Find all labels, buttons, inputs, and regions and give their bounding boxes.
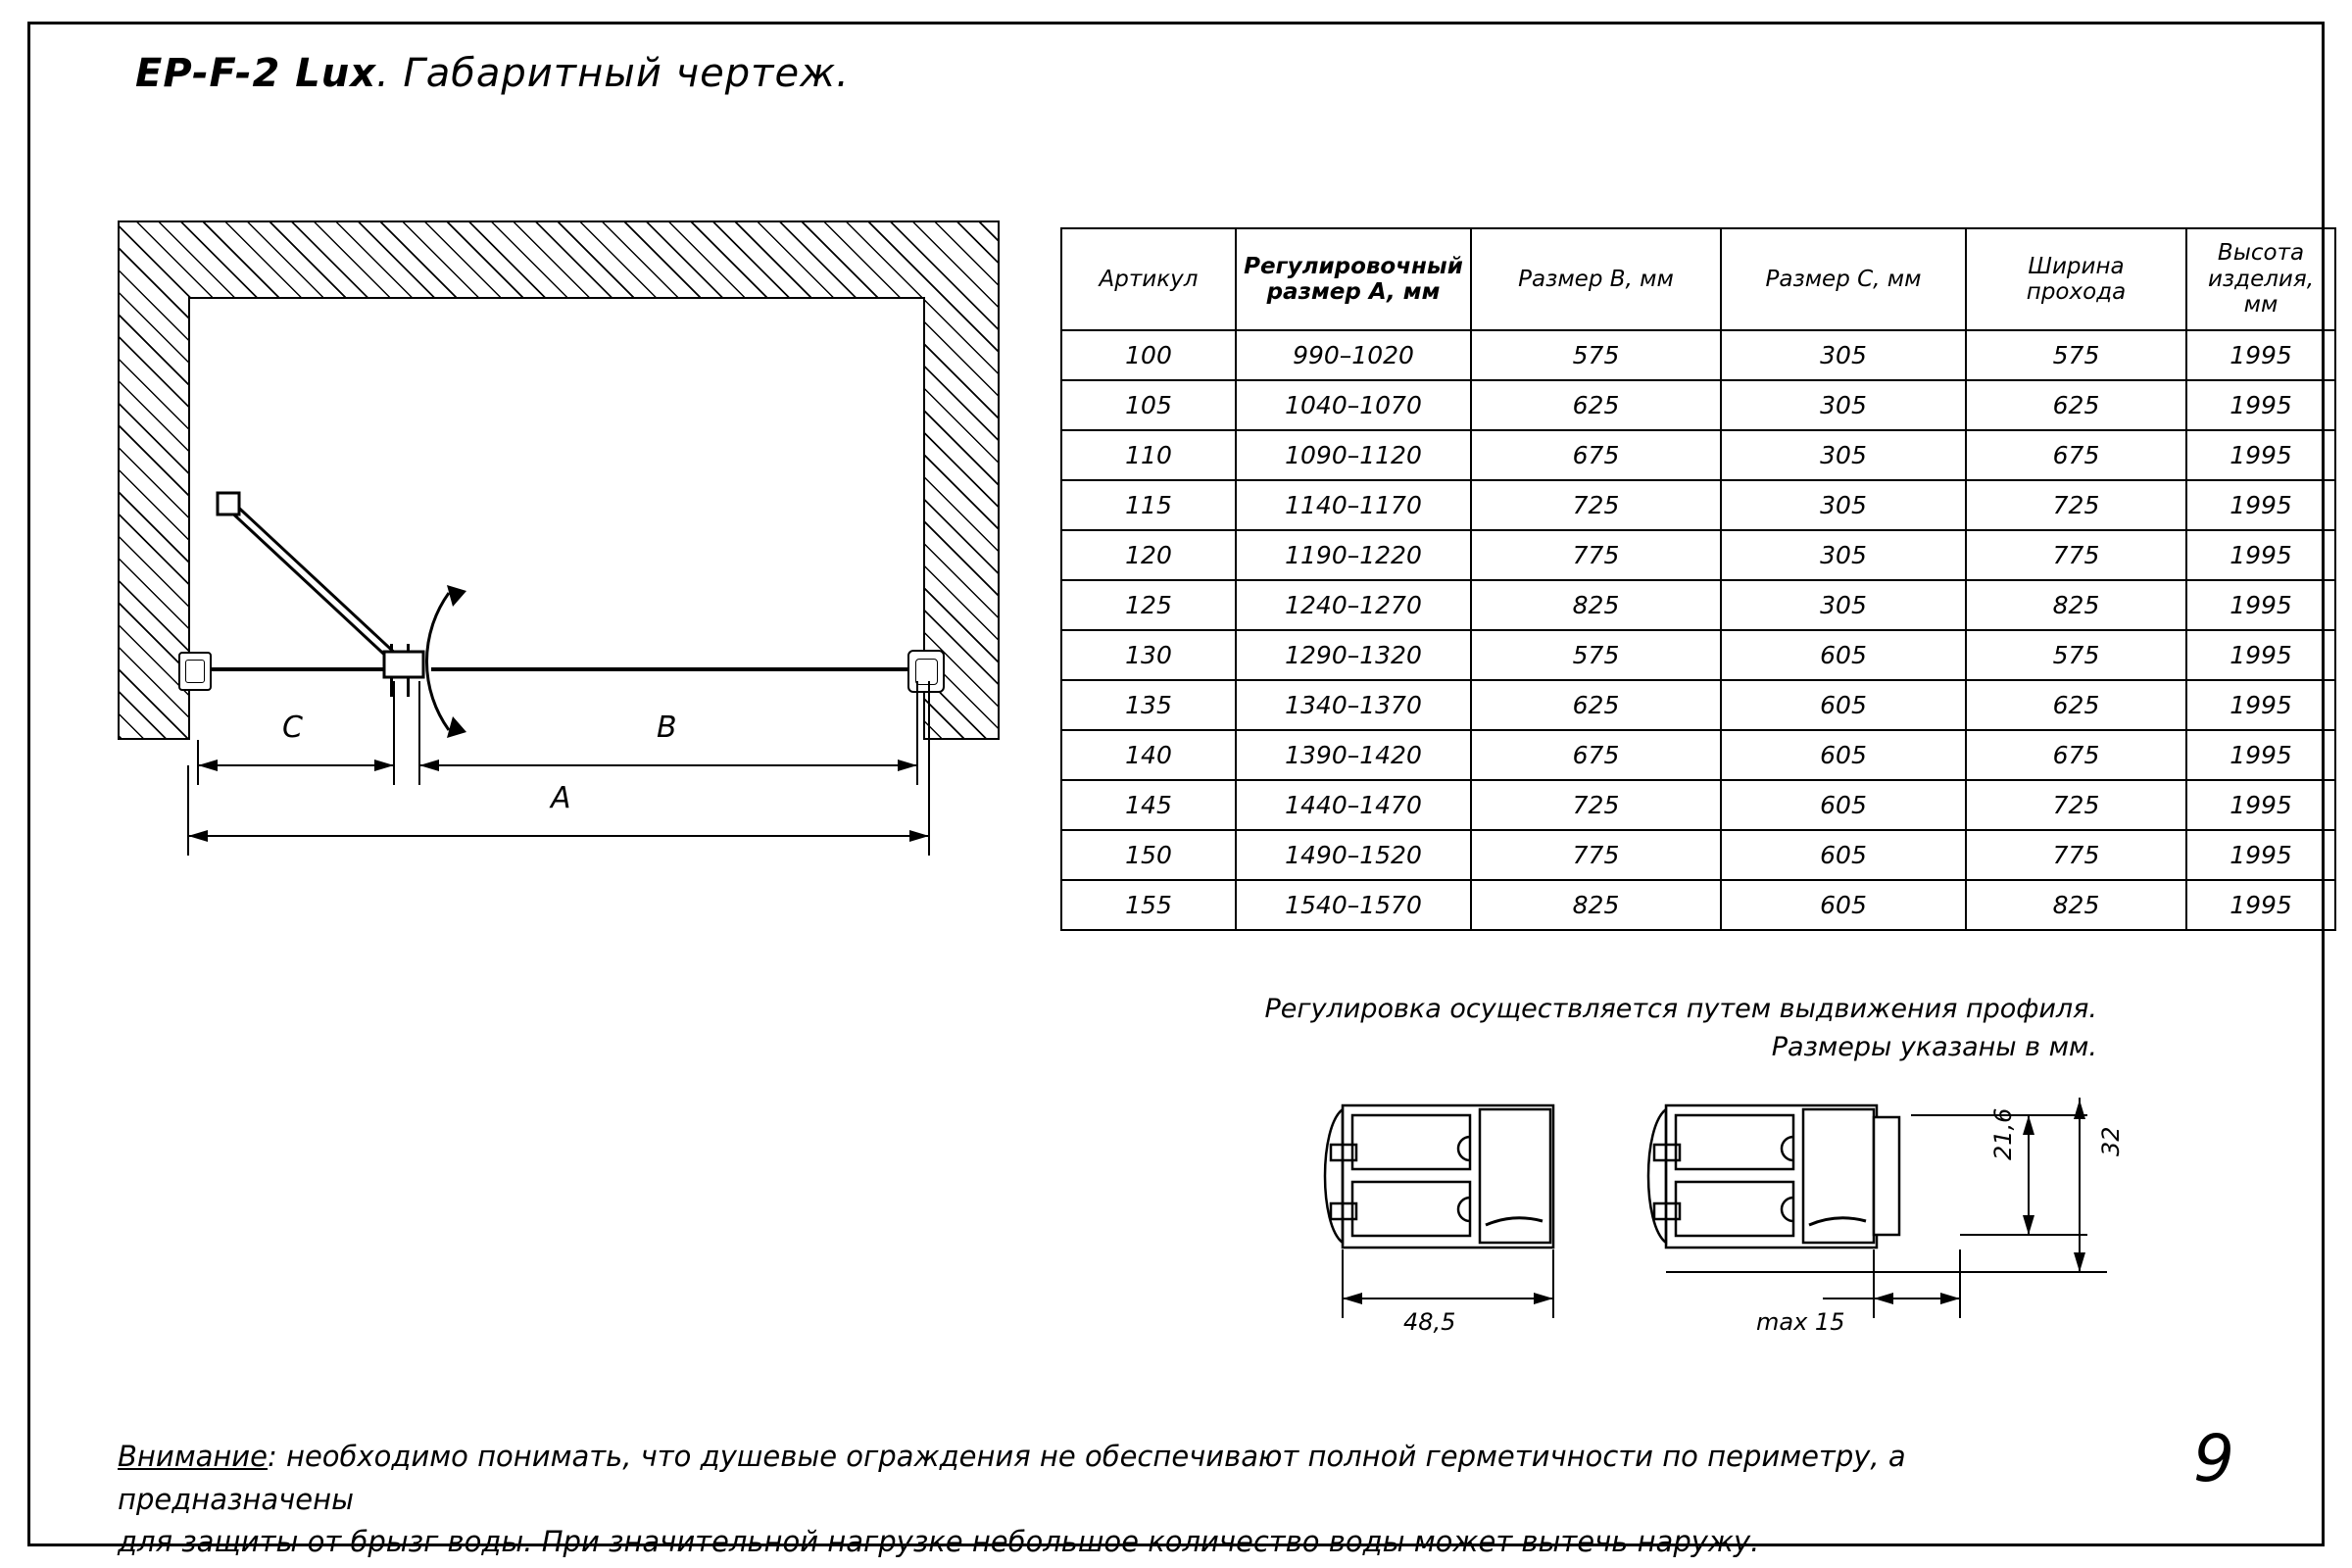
col-header-passage-width	[1966, 228, 2186, 330]
cell-article: 125	[1061, 580, 1236, 630]
cell-size-b: 775	[1471, 530, 1721, 580]
cell-passage-width: 575	[1966, 330, 2186, 380]
cell-size-b: 825	[1471, 880, 1721, 930]
cell-height: 1995	[2186, 780, 2335, 830]
adjustment-note-line1: Регулировка осуществляется путем выдвижения профиля.	[1264, 994, 2097, 1024]
col-header-size-a	[1236, 228, 1471, 330]
profile-section-svg	[1313, 1088, 2176, 1411]
cell-article: 145	[1061, 780, 1236, 830]
cell-height: 1995	[2186, 480, 2335, 530]
cell-size-c: 605	[1721, 830, 1966, 880]
table-row	[1061, 530, 2335, 580]
cell-size-b: 825	[1471, 580, 1721, 630]
cell-size-c: 605	[1721, 630, 1966, 680]
cell-size-c: 605	[1721, 780, 1966, 830]
cell-size-c: 305	[1721, 480, 1966, 530]
cell-size-b: 575	[1471, 330, 1721, 380]
dim-label-a: A	[551, 781, 571, 815]
title-caption: . Габаритный чертеж.	[376, 51, 850, 96]
cell-article: 105	[1061, 380, 1236, 430]
table-row	[1061, 830, 2335, 880]
table-body	[1061, 330, 2335, 930]
cell-size-b: 775	[1471, 830, 1721, 880]
col-header-size-a-line2: размер A, мм	[1266, 279, 1441, 305]
table-row	[1061, 330, 2335, 380]
cell-article: 135	[1061, 680, 1236, 730]
cell-height: 1995	[2186, 580, 2335, 630]
cell-size-c: 605	[1721, 880, 1966, 930]
cell-size-a: 1340–1370	[1236, 680, 1471, 730]
cell-passage-width: 725	[1966, 780, 2186, 830]
col-header-size-a-line1: Регулировочный	[1244, 253, 1463, 279]
cell-size-a: 990–1020	[1236, 330, 1471, 380]
profile-sections	[1313, 1088, 2176, 1411]
cell-height: 1995	[2186, 330, 2335, 380]
profile-dim-485: 48,5	[1403, 1308, 1456, 1336]
cell-size-b: 575	[1471, 630, 1721, 680]
profile-dim-216: 21,6	[1989, 1107, 2017, 1160]
table-row	[1061, 380, 2335, 430]
adjustment-note-line2: Размеры указаны в мм.	[1771, 1032, 2097, 1063]
cell-size-a: 1040–1070	[1236, 380, 1471, 430]
table-row	[1061, 580, 2335, 630]
cell-article: 120	[1061, 530, 1236, 580]
cell-passage-width: 625	[1966, 680, 2186, 730]
page-title	[135, 51, 850, 96]
cell-height: 1995	[2186, 680, 2335, 730]
cell-size-b: 625	[1471, 380, 1721, 430]
cell-article: 110	[1061, 430, 1236, 480]
cell-passage-width: 825	[1966, 580, 2186, 630]
adjustment-note	[1215, 990, 2097, 1066]
sizes-table	[1060, 227, 2336, 931]
dim-label-b: B	[657, 710, 677, 745]
col-header-article: Артикул	[1061, 228, 1236, 330]
table-header-row	[1061, 228, 2335, 330]
cell-size-b: 625	[1471, 680, 1721, 730]
col-header-passage-width-line1: Ширина	[2028, 253, 2125, 279]
elevation-drawing	[108, 220, 1019, 887]
cell-size-a: 1490–1520	[1236, 830, 1471, 880]
cell-size-c: 605	[1721, 680, 1966, 730]
cell-size-a: 1190–1220	[1236, 530, 1471, 580]
cell-passage-width: 575	[1966, 630, 2186, 680]
cell-passage-width: 625	[1966, 380, 2186, 430]
col-header-height-line3: мм	[2243, 292, 2278, 318]
table-row	[1061, 430, 2335, 480]
col-header-height	[2186, 228, 2335, 330]
table-row	[1061, 680, 2335, 730]
cell-article: 150	[1061, 830, 1236, 880]
cell-size-c: 305	[1721, 580, 1966, 630]
cell-size-a: 1290–1320	[1236, 630, 1471, 680]
table-row	[1061, 630, 2335, 680]
cell-size-b: 675	[1471, 730, 1721, 780]
dim-label-c: C	[282, 710, 303, 745]
cell-size-a: 1240–1270	[1236, 580, 1471, 630]
cell-height: 1995	[2186, 380, 2335, 430]
col-header-height-line2: изделия,	[2207, 266, 2315, 292]
warning-line2: для защиты от брызг воды. При значительной нагрузке небольшое количество воды может вытечь наружу.	[118, 1525, 1760, 1558]
warning-prefix: Внимание	[118, 1440, 269, 1473]
table-row	[1061, 480, 2335, 530]
col-header-size-c: Размер C, мм	[1721, 228, 1966, 330]
cell-height: 1995	[2186, 830, 2335, 880]
table-row	[1061, 880, 2335, 930]
cell-size-a: 1540–1570	[1236, 880, 1471, 930]
cell-passage-width: 725	[1966, 480, 2186, 530]
cell-size-b: 725	[1471, 780, 1721, 830]
cell-height: 1995	[2186, 530, 2335, 580]
cell-size-b: 725	[1471, 480, 1721, 530]
warning-line1: : необходимо понимать, что душевые ограждения не обеспечивают полной герметичности по периметру, а предназначены	[118, 1440, 1906, 1516]
cell-size-a: 1140–1170	[1236, 480, 1471, 530]
cell-passage-width: 675	[1966, 730, 2186, 780]
cell-article: 130	[1061, 630, 1236, 680]
warning-text	[118, 1436, 2136, 1564]
cell-size-c: 605	[1721, 730, 1966, 780]
cell-height: 1995	[2186, 630, 2335, 680]
cell-size-b: 675	[1471, 430, 1721, 480]
cell-size-c: 305	[1721, 530, 1966, 580]
cell-article: 115	[1061, 480, 1236, 530]
cell-article: 140	[1061, 730, 1236, 780]
cell-height: 1995	[2186, 430, 2335, 480]
col-header-size-b: Размер B, мм	[1471, 228, 1721, 330]
profile-dim-32: 32	[2097, 1126, 2125, 1156]
cell-passage-width: 775	[1966, 830, 2186, 880]
profile-dim-max15: max 15	[1756, 1308, 1845, 1336]
cell-size-a: 1390–1420	[1236, 730, 1471, 780]
col-header-height-line1: Высота	[2217, 240, 2305, 267]
model-name: EP-F-2 Lux	[135, 51, 376, 96]
cell-height: 1995	[2186, 730, 2335, 780]
cell-passage-width: 825	[1966, 880, 2186, 930]
page-number: 9	[2193, 1421, 2234, 1496]
cell-size-c: 305	[1721, 380, 1966, 430]
cell-size-c: 305	[1721, 330, 1966, 380]
cell-article: 155	[1061, 880, 1236, 930]
cell-article: 100	[1061, 330, 1236, 380]
table-row	[1061, 730, 2335, 780]
cell-passage-width: 675	[1966, 430, 2186, 480]
cell-size-a: 1090–1120	[1236, 430, 1471, 480]
cell-passage-width: 775	[1966, 530, 2186, 580]
cell-size-a: 1440–1470	[1236, 780, 1471, 830]
cell-size-c: 305	[1721, 430, 1966, 480]
table-row	[1061, 780, 2335, 830]
col-header-passage-width-line2: прохода	[2026, 279, 2127, 305]
cell-height: 1995	[2186, 880, 2335, 930]
